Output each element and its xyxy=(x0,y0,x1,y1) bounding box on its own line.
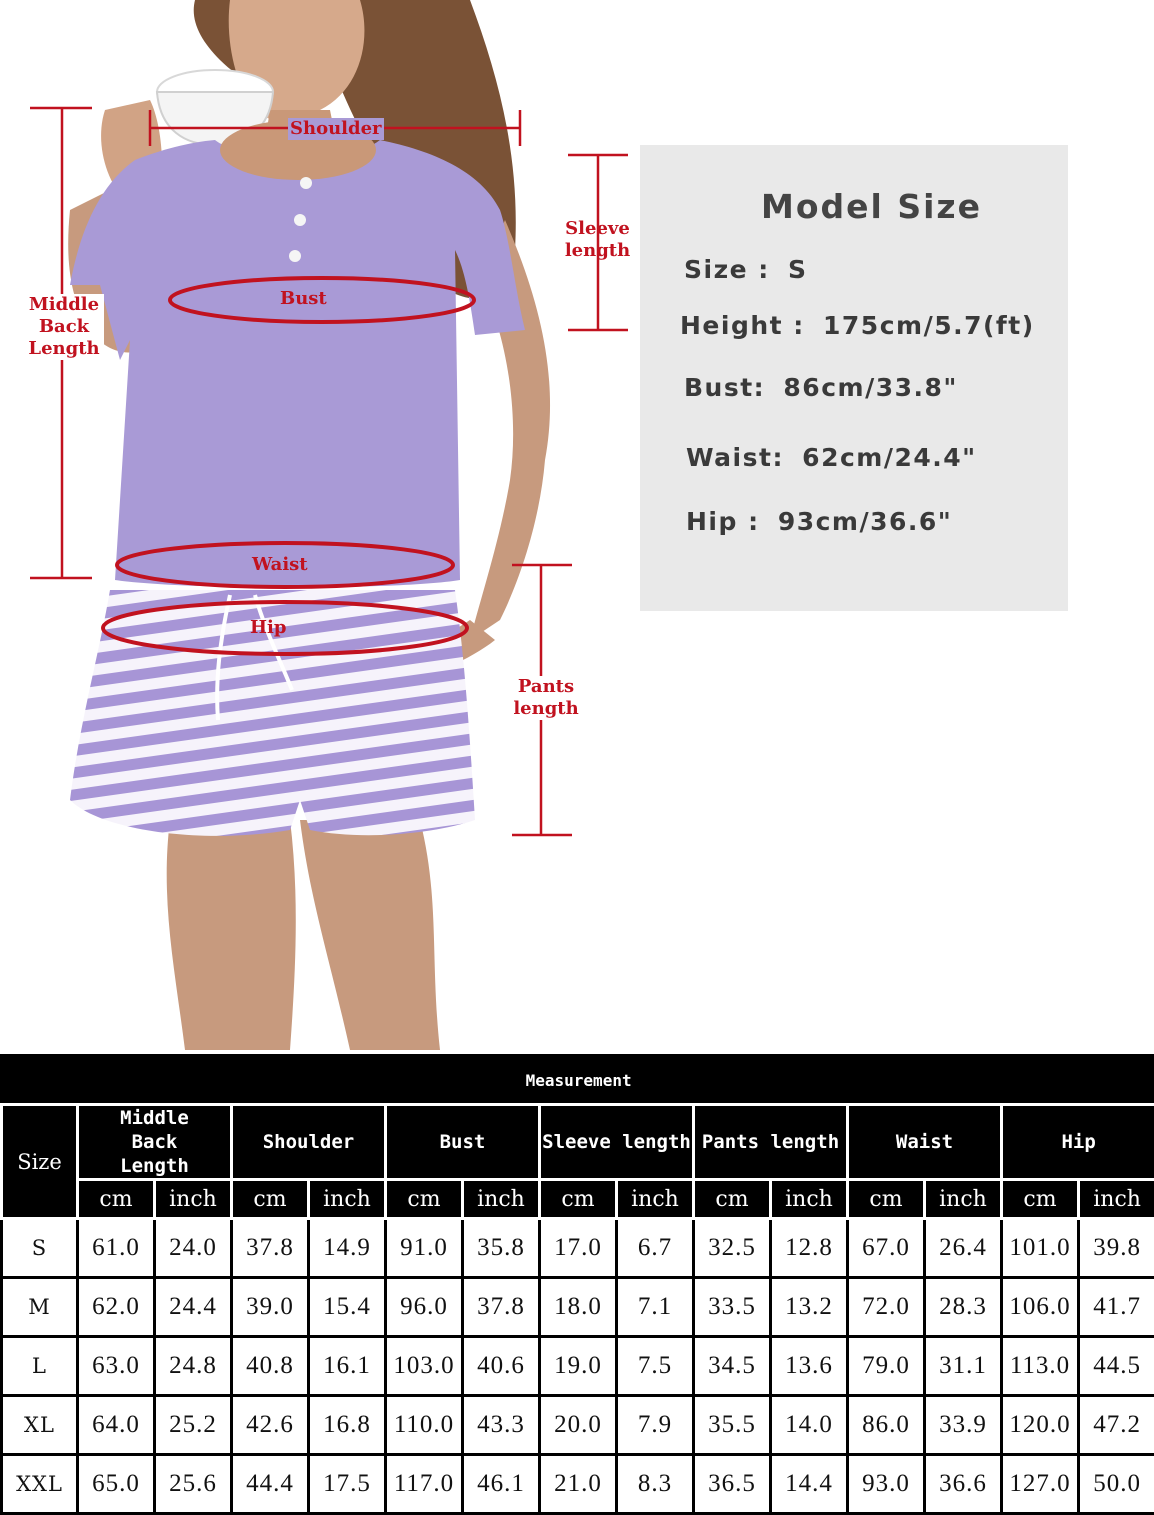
header-middle-back-length: Middle Back Length xyxy=(78,1105,232,1180)
measurement-cell: 20.0 xyxy=(540,1396,617,1455)
unit-cm: cm xyxy=(694,1180,771,1219)
measurement-cell: 50.0 xyxy=(1079,1455,1154,1514)
measurement-cell: 7.1 xyxy=(617,1278,694,1337)
measurement-cell: 17.0 xyxy=(540,1219,617,1278)
button-2 xyxy=(294,214,306,226)
measurement-cell: 39.0 xyxy=(232,1278,309,1337)
measurement-cell: 36.6 xyxy=(925,1455,1002,1514)
measurement-cell: 37.8 xyxy=(463,1278,540,1337)
measurement-cell: 63.0 xyxy=(78,1337,155,1396)
measurement-cell: 62.0 xyxy=(78,1278,155,1337)
size-cell: M xyxy=(2,1278,78,1337)
measurement-cell: 18.0 xyxy=(540,1278,617,1337)
table-row xyxy=(2,1278,1154,1337)
unit-cm: cm xyxy=(540,1180,617,1219)
model-row-height xyxy=(680,311,1035,340)
header-shoulder: Shoulder xyxy=(232,1105,386,1180)
header-bust: Bust xyxy=(386,1105,540,1180)
header-hip: Hip xyxy=(1002,1105,1154,1180)
unit-cm: cm xyxy=(848,1180,925,1219)
unit-cm: cm xyxy=(386,1180,463,1219)
header-waist: Waist xyxy=(848,1105,1002,1180)
label-pants-line2: length xyxy=(508,698,584,720)
measurement-cell: 6.7 xyxy=(617,1219,694,1278)
unit-inch: inch xyxy=(771,1180,848,1219)
measurement-cell: 24.8 xyxy=(155,1337,232,1396)
measurement-cell: 37.8 xyxy=(232,1219,309,1278)
label-sleeve-line1: Sleeve xyxy=(560,218,635,240)
model-row-key: Waist: xyxy=(686,443,784,472)
measurement-cell: 35.8 xyxy=(463,1219,540,1278)
measurement-cell: 14.0 xyxy=(771,1396,848,1455)
measurement-cell: 12.8 xyxy=(771,1219,848,1278)
measurement-cell: 35.5 xyxy=(694,1396,771,1455)
label-mbl-line2: Back xyxy=(24,316,104,338)
model-row-key: Bust: xyxy=(684,373,765,402)
measurement-cell: 120.0 xyxy=(1002,1396,1079,1455)
model-row-value: S xyxy=(788,255,808,284)
label-pants-length xyxy=(508,676,584,720)
unit-cm: cm xyxy=(1002,1180,1079,1219)
tshirt xyxy=(70,140,525,588)
label-shoulder: Shoulder xyxy=(288,118,384,140)
table-title: Measurement xyxy=(2,1056,1154,1105)
measurement-cell: 42.6 xyxy=(232,1396,309,1455)
measurement-cell: 44.5 xyxy=(1079,1337,1154,1396)
model-row-value: 93cm/36.6" xyxy=(778,507,953,536)
measurement-cell: 13.6 xyxy=(771,1337,848,1396)
measurement-cell: 96.0 xyxy=(386,1278,463,1337)
label-middle-back-length xyxy=(24,294,104,360)
leg-left xyxy=(167,820,296,1050)
measurement-cell: 44.4 xyxy=(232,1455,309,1514)
measurement-cell: 64.0 xyxy=(78,1396,155,1455)
size-chart-table xyxy=(0,1054,1154,1515)
measurement-cell: 7.5 xyxy=(617,1337,694,1396)
size-rows xyxy=(2,1219,1154,1514)
model-size-title: Model Size xyxy=(640,187,1068,226)
size-cell: S xyxy=(2,1219,78,1278)
header-size: Size xyxy=(2,1105,78,1219)
model-size-panel xyxy=(640,145,1068,611)
unit-cm: cm xyxy=(232,1180,309,1219)
measurement-cell: 41.7 xyxy=(1079,1278,1154,1337)
model-row-hip xyxy=(686,507,952,536)
leg-right xyxy=(300,820,440,1050)
measurement-cell: 117.0 xyxy=(386,1455,463,1514)
measurement-cell: 16.8 xyxy=(309,1396,386,1455)
measurement-cell: 17.5 xyxy=(309,1455,386,1514)
table-row xyxy=(2,1219,1154,1278)
measurement-cell: 103.0 xyxy=(386,1337,463,1396)
label-pants-line1: Pants xyxy=(508,676,584,698)
model-row-waist xyxy=(686,443,977,472)
measurement-cell: 25.2 xyxy=(155,1396,232,1455)
measurement-cell: 40.8 xyxy=(232,1337,309,1396)
unit-inch: inch xyxy=(617,1180,694,1219)
measurement-cell: 101.0 xyxy=(1002,1219,1079,1278)
unit-inch: inch xyxy=(463,1180,540,1219)
measurement-cell: 33.9 xyxy=(925,1396,1002,1455)
model-row-value: 175cm/5.7(ft) xyxy=(823,311,1035,340)
measurement-cell: 46.1 xyxy=(463,1455,540,1514)
measurement-cell: 43.3 xyxy=(463,1396,540,1455)
measurement-cell: 28.3 xyxy=(925,1278,1002,1337)
measurement-cell: 24.4 xyxy=(155,1278,232,1337)
measurement-cell: 34.5 xyxy=(694,1337,771,1396)
measurement-cell: 106.0 xyxy=(1002,1278,1079,1337)
unit-header-row xyxy=(2,1180,1154,1219)
measurement-cell: 7.9 xyxy=(617,1396,694,1455)
measurement-cell: 14.9 xyxy=(309,1219,386,1278)
label-sleeve-length xyxy=(560,218,635,262)
measurement-cell: 16.1 xyxy=(309,1337,386,1396)
model-row-key: Height : xyxy=(680,311,805,340)
measurement-cell: 40.6 xyxy=(463,1337,540,1396)
measurement-cell: 25.6 xyxy=(155,1455,232,1514)
measurement-cell: 93.0 xyxy=(848,1455,925,1514)
unit-inch: inch xyxy=(925,1180,1002,1219)
measurement-cell: 61.0 xyxy=(78,1219,155,1278)
model-row-value: 62cm/24.4" xyxy=(802,443,977,472)
measurement-cell: 8.3 xyxy=(617,1455,694,1514)
measurement-cell: 47.2 xyxy=(1079,1396,1154,1455)
label-bust: Bust xyxy=(280,288,327,310)
model-row-bust xyxy=(684,373,958,402)
measurement-cell: 39.8 xyxy=(1079,1219,1154,1278)
measurement-cell: 91.0 xyxy=(386,1219,463,1278)
measurement-cell: 79.0 xyxy=(848,1337,925,1396)
header-sleeve-length: Sleeve length xyxy=(540,1105,694,1180)
model-row-size xyxy=(684,255,808,284)
measurement-cell: 67.0 xyxy=(848,1219,925,1278)
unit-inch: inch xyxy=(155,1180,232,1219)
measurement-cell: 21.0 xyxy=(540,1455,617,1514)
measurement-cell: 31.1 xyxy=(925,1337,1002,1396)
measurement-cell: 19.0 xyxy=(540,1337,617,1396)
measurement-cell: 65.0 xyxy=(78,1455,155,1514)
table-row xyxy=(2,1337,1154,1396)
size-cell: XXL xyxy=(2,1455,78,1514)
model-row-key: Size : xyxy=(684,255,770,284)
measurement-cell: 127.0 xyxy=(1002,1455,1079,1514)
size-cell: XL xyxy=(2,1396,78,1455)
model-row-key: Hip : xyxy=(686,507,760,536)
measurement-cell: 32.5 xyxy=(694,1219,771,1278)
label-sleeve-line2: length xyxy=(560,240,635,262)
model-row-value: 86cm/33.8" xyxy=(783,373,958,402)
measurement-cell: 14.4 xyxy=(771,1455,848,1514)
table-row xyxy=(2,1396,1154,1455)
measurement-cell: 26.4 xyxy=(925,1219,1002,1278)
measurement-cell: 13.2 xyxy=(771,1278,848,1337)
unit-cm: cm xyxy=(78,1180,155,1219)
label-waist: Waist xyxy=(252,554,308,576)
header-pants-length: Pants length xyxy=(694,1105,848,1180)
label-hip: Hip xyxy=(250,617,286,639)
measurement-cell: 110.0 xyxy=(386,1396,463,1455)
measurement-cell: 113.0 xyxy=(1002,1337,1079,1396)
button-1 xyxy=(300,177,312,189)
measurement-cell: 86.0 xyxy=(848,1396,925,1455)
size-cell: L xyxy=(2,1337,78,1396)
label-mbl-line1: Middle xyxy=(24,294,104,316)
table-row xyxy=(2,1455,1154,1514)
measurement-cell: 36.5 xyxy=(694,1455,771,1514)
measurement-cell: 15.4 xyxy=(309,1278,386,1337)
measurement-cell: 24.0 xyxy=(155,1219,232,1278)
button-3 xyxy=(289,250,301,262)
measurement-cell: 33.5 xyxy=(694,1278,771,1337)
unit-inch: inch xyxy=(1079,1180,1154,1219)
label-mbl-line3: Length xyxy=(24,338,104,360)
unit-inch: inch xyxy=(309,1180,386,1219)
measurement-cell: 72.0 xyxy=(848,1278,925,1337)
